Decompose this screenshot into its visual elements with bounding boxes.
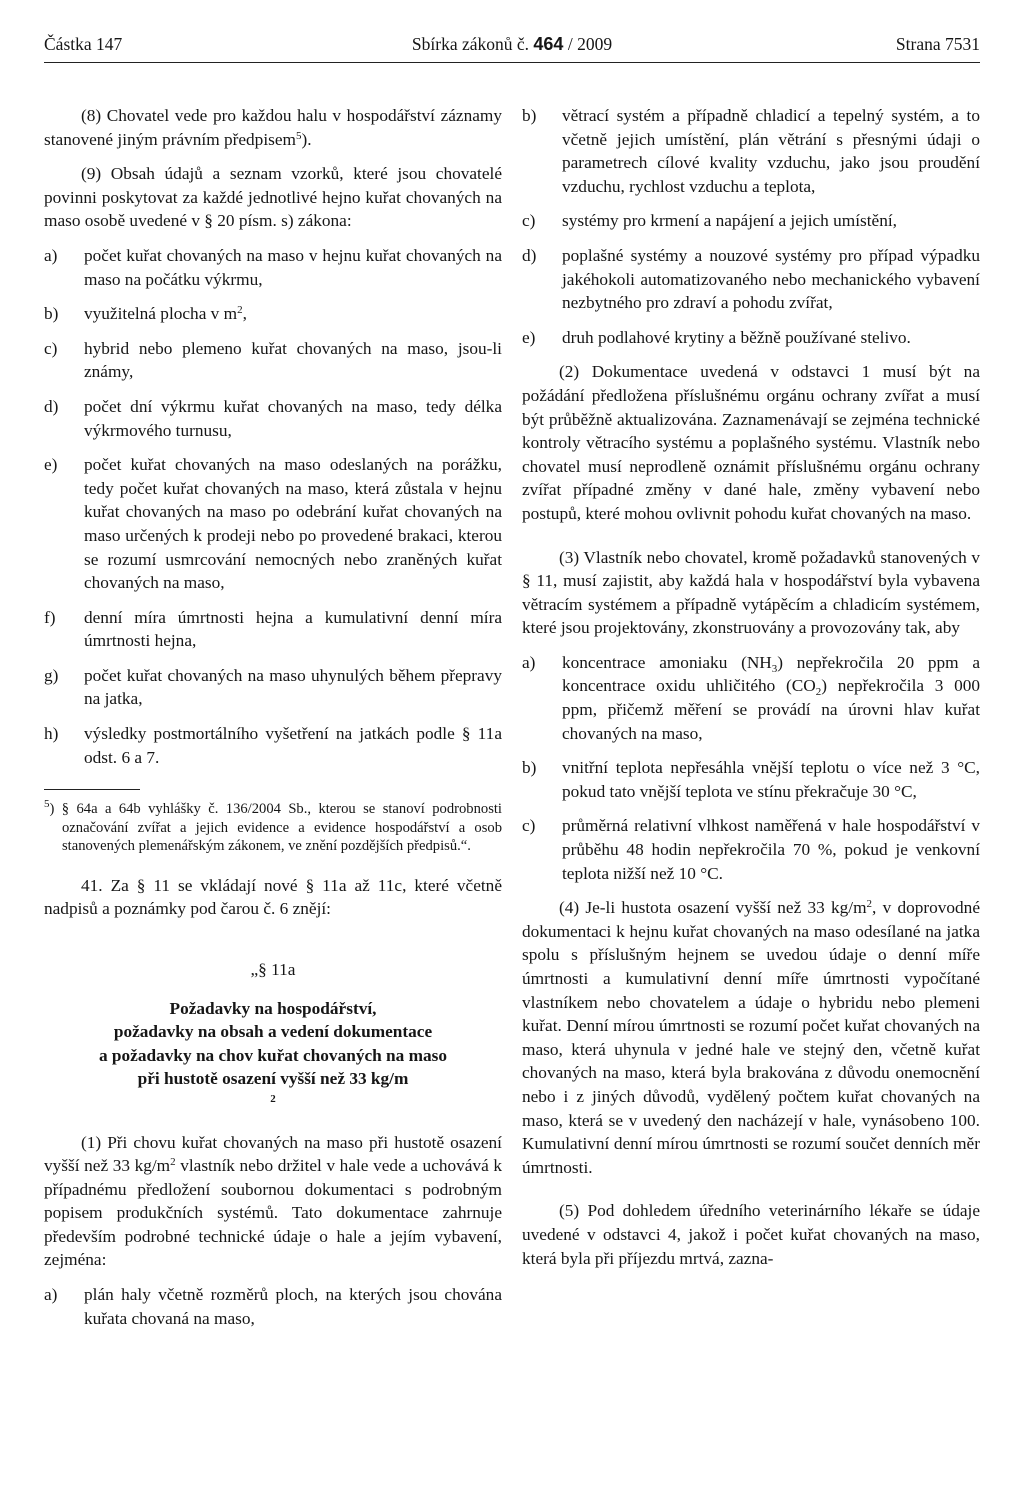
list-item: e) počet kuřat chovaných na maso odeslaných na porážku, tedy počet kuřat chovaných na maso, která zůstala v hejnu kuřat chovaných na maso po odebrání kuřat chovaných na maso určených k prodeji nebo po provedené brakaci, kterou se rozumí usmrcování nemocných nebo zraněných kuřat chovaných na maso, — [44, 455, 502, 593]
header-page-number: Strana 7531 — [895, 34, 980, 54]
header-collection-prefix: Sbírka zákonů č. — [411, 34, 530, 54]
header-collection — [44, 29, 980, 59]
list-item: g) počet kuřat chovaných na maso uhynulých během přepravy na jatka, — [44, 665, 502, 709]
paragraph-4: (4) Je-li hustota osazení vyšší než 33 $kg/m^2$, v doprovodné dokumentaci k hejnu kuřat chovaných na maso odesílané na jatka spolu s příslušným hejnem se uvedou údaje o denní míře úmrtnosti a kumulativní denní míře úmrtnosti vypočítané vlastníkem nebo chovatelem a údaje o hybridu nebo plemeni kuřat. Denní mírou úmrtnosti se rozumí počet kuřat chovaných na maso, která uhynula v jedné hale ve stejný den, včetně kuřat chovaných na maso, která byla brakována z důvodu onemocnění nebo i z jiných důvodů, vydělený počtem kuřat chovaných na maso, která se v uvedený den nacházejí v hale, vynásobeno 100. Kumulativní denní mírou úmrtnosti se rozumí součet denních měr úmrtnosti. — [522, 898, 980, 1177]
paragraph-1: (1) Při chovu kuřat chovaných na maso při hustotě osazení vyšší než 33 $kg/m^2$ vlastník nebo držitel v hale vede a uchovává k případnému předložení soubornou dokumentaci s podrobným popisem produkčních systémů. Tato dokumentace zahrnuje především podrobné technické údaje o hale a jejím vybavení, zejména: — [44, 1132, 502, 1270]
section-heading: Požadavky na hospodářství, požadavky na obsah a vedení dokumentace a požadavky na chov kuřat chovaných na maso při hustotě osazení vyšší než 33 kg/m $^2$ — [98, 998, 448, 1105]
footnote-rule — [44, 789, 140, 790]
list-item: b) využitelná plocha v $m^2$, — [44, 304, 247, 324]
paragraph-3: (3) Vlastník nebo chovatel, kromě požadavků stanovených v § 11, musí zajistit, aby každá hala v hospodářství byla vybavena větracím systémem a případně vytápěcím a chladicím systémem, které jsou projektovány, zkonstruovány a provozovány tak, aby — [522, 547, 980, 638]
paragraph-2: (2) Dokumentace uvedená v odstavci 1 musí být na požádání předložena příslušnému orgánu ochrany zvířat a musí být průběžně aktualizována. Zaznamenávají se zejména technické kontroly větracího systému a poplašného systému. Vlastník nebo chovatel musí neprodleně oznámit příslušnému orgánu ochrany zvířat případné změny v dané hale, změny vybavení nebo postupů, které mohou ovlivnit pohodu kuřat chovaných na maso. — [522, 362, 980, 523]
list-item: f) denní míra úmrtnosti hejna a kumulativní denní míra úmrtnosti hejna, — [44, 607, 502, 651]
list-item: e) druh podlahové krytiny a běžně používané stelivo. — [522, 327, 911, 347]
header-part: Částka 147 — [44, 34, 123, 54]
header-law-year: / 2009 — [567, 34, 613, 54]
paragraph-5: (5) Pod dohledem úředního veterinárního lékaře se údaje uvedené v odstavci 4, jakož i počet kuřat chovaných na maso, která byla při příjezdu mrtvá, zazna- — [522, 1201, 980, 1268]
list-item: c) systémy pro krmení a napájení a jejich umístění, — [522, 211, 897, 231]
page-header — [44, 29, 980, 59]
list-item: b) větrací systém a případně chladicí a tepelný systém, a to včetně jejich umístění, plán větrání s přesnými údaji o parametrech cílové kvality vzduchu, jako jsou proudění vzduchu, rychlost vzduchu a teplota, — [522, 106, 980, 196]
header-rule — [44, 62, 980, 63]
left-column — [44, 104, 502, 1341]
paragraph-9: (9) Obsah údajů a seznam vzorků, které jsou chovatelé povinni poskytovat za každé jednotlivé hejno kuřat chovaných na maso osobě uvedené v § 20 písm. s) zákona: — [44, 164, 502, 231]
footnote-5: $^5$) § 64a a 64b vyhlášky č. 136/2004 Sb., kterou se stanoví podrobnosti označování zvířat a jejich evidence a evidence hospodářství a osob stanovených plemenářským zákonem, ve znění pozdějších předpisů.“. — [44, 798, 502, 855]
list-item: c) hybrid nebo plemeno kuřat chovaných na maso, jsou-li známy, — [44, 338, 502, 382]
list-item: a) koncentrace amoniaku $(NH_3)$ nepřekročila 20 ppm a koncentrace oxidu uhličitého $(CO_2)$ nepřekročila 3 000 ppm, přičemž měření se provádí na úrovni hlav kuřat chovaných na maso, — [522, 652, 980, 743]
paragraph-41: 41. Za § 11 se vkládají nové § 11a až 11c, které včetně nadpisů a poznámky pod čarou č. 6 znějí: — [44, 875, 502, 919]
list-item: a) počet kuřat chovaných na maso v hejnu kuřat chovaných na maso na počátku výkrmu, — [44, 245, 502, 289]
paragraph-8: (8) Chovatel vede pro každou halu v hospodářství záznamy stanovené jiným právním předpisem$^5$). — [44, 106, 502, 149]
header-law-number: 464 — [533, 34, 564, 54]
list-item: a) plán haly včetně rozměrů ploch, na kterých jsou chována kuřata chovaná na maso, — [44, 1285, 502, 1328]
list-item: c) průměrná relativní vlhkost naměřená v hale hospodářství v průběhu 48 hodin nepřekročila 70 %, pokud je venkovní teplota nižší než 10 °C. — [522, 816, 980, 883]
list-item: h) výsledky postmortálního vyšetření na jatkách podle § 11a odst. 6 a 7. — [44, 724, 502, 767]
section-mark-11a: „§ 11a — [250, 959, 296, 979]
right-column — [522, 104, 980, 1281]
list-item: d) poplašné systémy a nouzové systémy pro případ výpadku jakéhokoli automatizovaného nebo mechanického vybavení nezbytného pro zdraví a pohodu zvířat, — [522, 245, 980, 313]
list-item: b) vnitřní teplota nepřesáhla vnější teplotu o více než 3 °C, pokud tato vnější teplota ve stínu překračuje 30 °C, — [522, 758, 980, 801]
list-item: d) počet dní výkrmu kuřat chovaných na maso, tedy délka výkrmového turnusu, — [44, 396, 502, 440]
